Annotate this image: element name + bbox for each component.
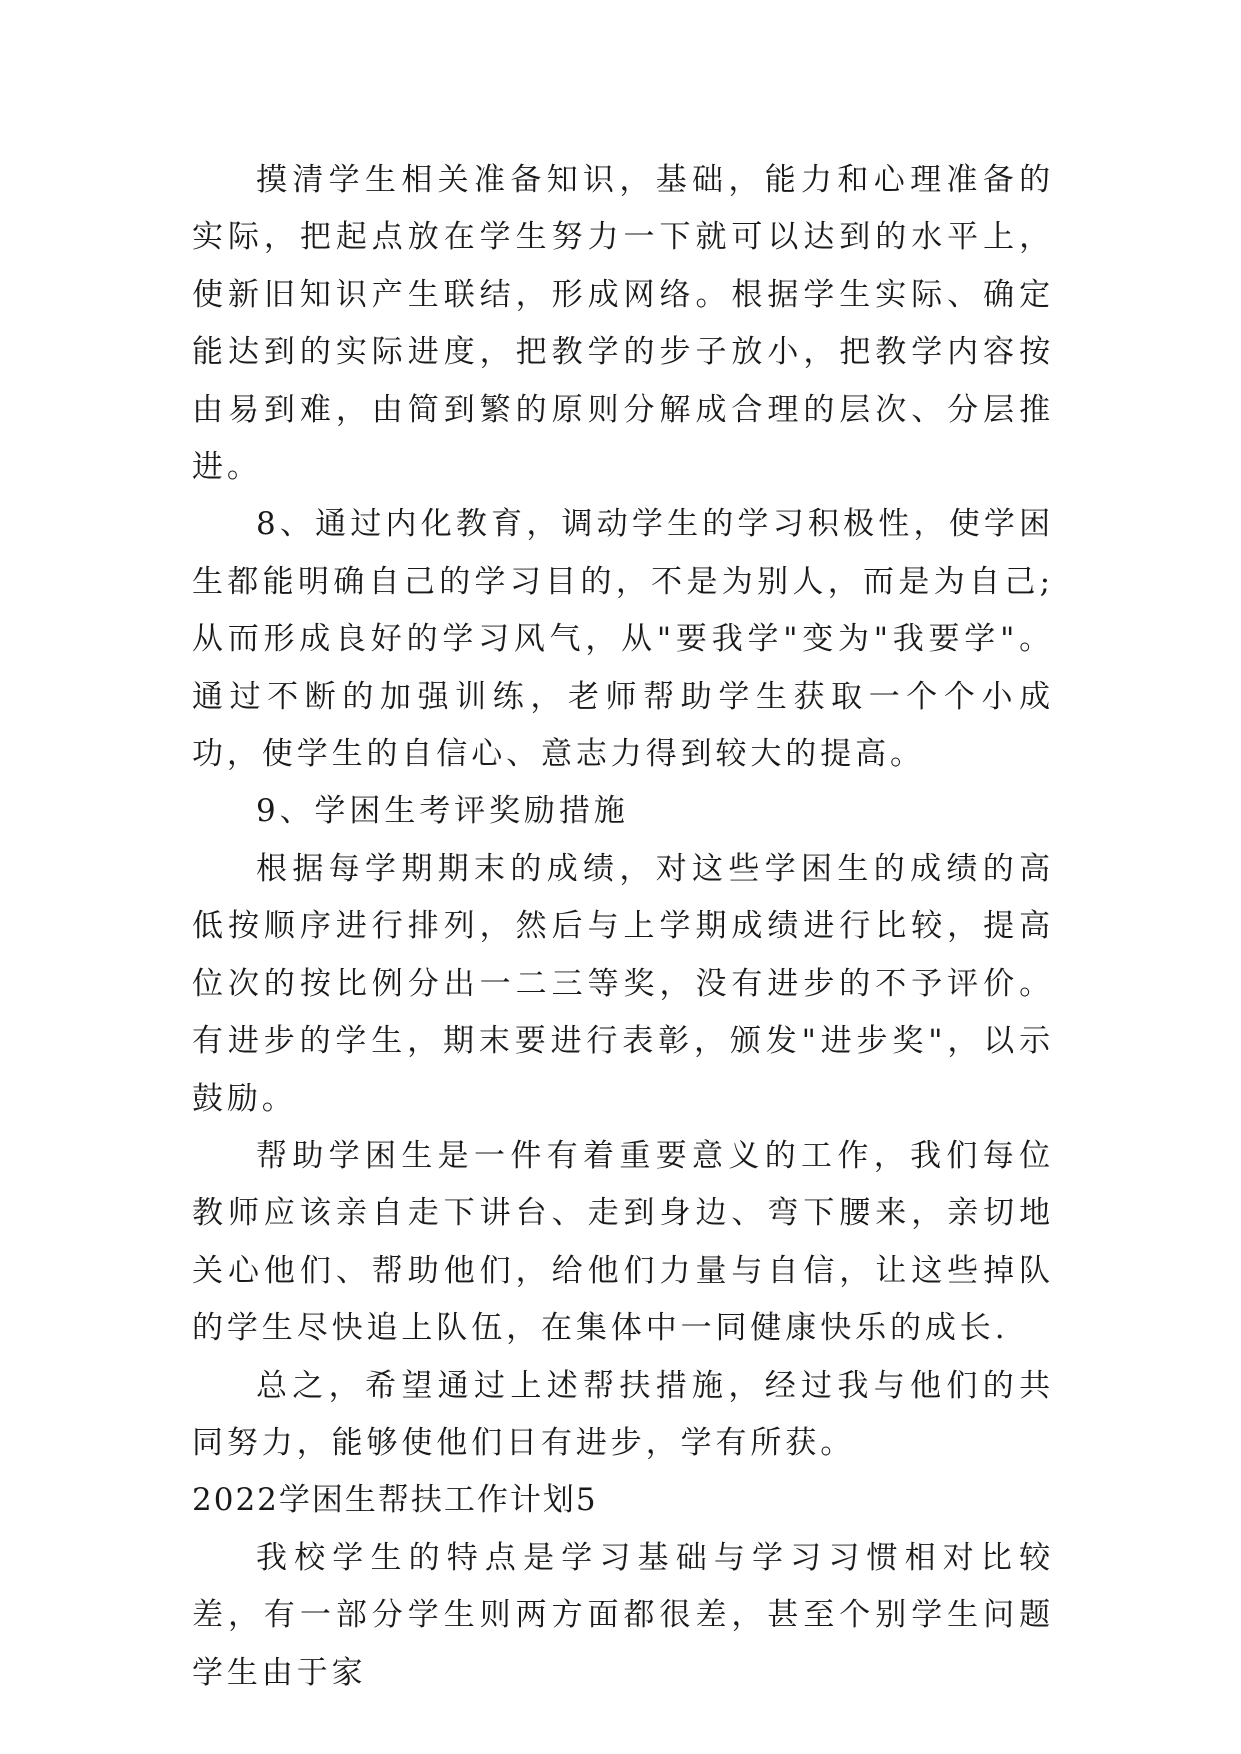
paragraph-item-9-heading: 9、学困生考评奖励措施: [256, 793, 629, 830]
paragraph-prep-knowledge: 摸清学生相关准备知识，基础，能力和心理准备的实际，把起点放在学生努力一下就可以达到的水平上，使新旧知识产生联结，形成网络。根据学生实际、确定能达到的实际进度，把教学的步子放小，把教学内容按由易到难，由简到繁的原则分解成合理的层次、分层推进。: [192, 162, 1054, 486]
paragraph-item-8: 8、通过内化教育，调动学生的学习积极性，使学困生都能明确自己的学习目的，不是为别人，而是为自己;从而形成良好的学习风气，从"要我学"变为"我要学"。通过不断的加强训练，老师帮助学生获取一个个小成功，使学生的自信心、意志力得到较大的提高。: [192, 506, 1054, 773]
document-page: [192, 152, 1054, 1702]
section-title: 2022学困生帮扶工作计划5: [192, 1482, 598, 1519]
paragraph-school-students: 我校学生的特点是学习基础与学习习惯相对比较差，有一部分学生则两方面都很差，甚至个别学生问题学生由于家: [192, 1539, 1054, 1691]
paragraph-teacher-role: 帮助学困生是一件有着重要意义的工作，我们每位教师应该亲自走下讲台、走到身边、弯下腰来，亲切地关心他们、帮助他们，给他们力量与自信，让这些掉队的学生尽快追上队伍，在集体中一同健康快乐的成长.: [192, 1137, 1054, 1347]
paragraph-awards: 根据每学期期末的成绩，对这些学困生的成绩的高低按顺序进行排列，然后与上学期成绩进行比较，提高位次的按比例分出一二三等奖，没有进步的不予评价。有进步的学生，期末要进行表彰，颁发"进步奖"，以示鼓励。: [192, 850, 1054, 1117]
paragraph-conclusion: 总之，希望通过上述帮扶措施，经过我与他们的共同努力，能够使他们日有进步，学有所获。: [192, 1367, 1054, 1461]
